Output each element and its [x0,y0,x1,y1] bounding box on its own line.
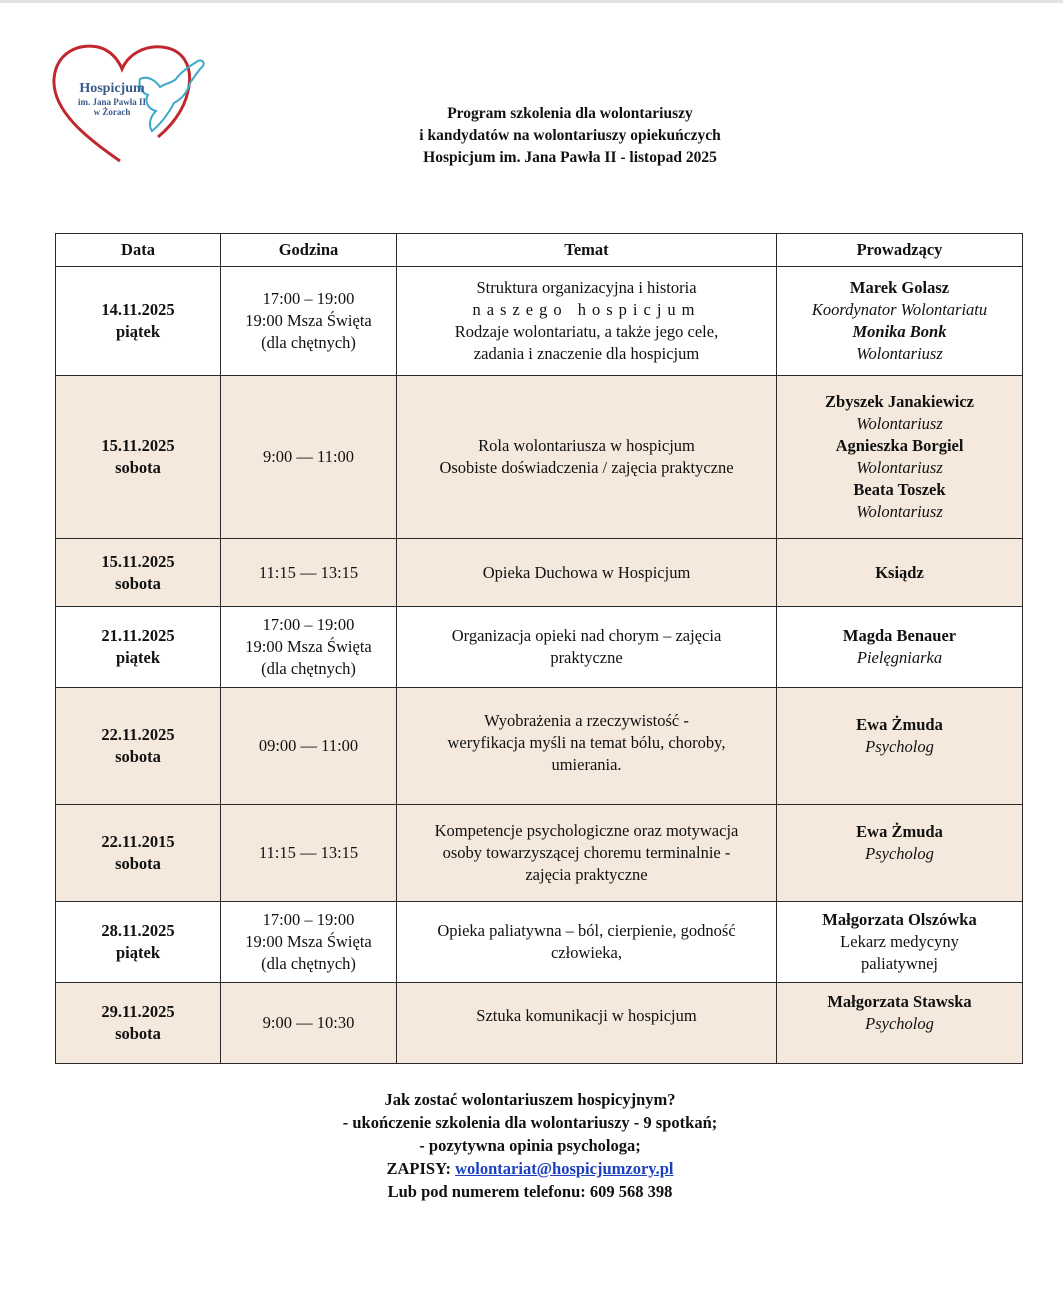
topic-line: Sztuka komunikacji w hospicjum [476,1006,697,1025]
header-time: Godzina [221,234,397,267]
time: 17:00 – 19:00 [262,615,355,634]
leader-name: Marek Golasz [849,278,950,297]
volunteer-question: Jak zostać wolontariuszem hospicyjnym? [384,1090,676,1109]
time: 17:00 – 19:00 [262,289,355,308]
leader-role: Koordynator Wolontariatu [811,300,988,319]
topic-cell [397,539,777,607]
weekday: piątek [115,943,160,962]
leader-role: Psycholog [865,737,934,756]
leader-cell [777,805,1023,902]
logo-line-1: Hospicjum [79,81,145,96]
table-row [56,688,1023,805]
table-header-row [56,234,1023,267]
topic-cell [397,805,777,902]
table-row [56,539,1023,607]
date: 22.11.2025 [101,725,175,744]
leader-role: Psycholog [865,1014,934,1033]
topic-line: Rola wolontariusza w hospicjum [478,436,695,455]
topic-line: weryfikacja myśli na temat bólu, choroby, [447,733,726,752]
date-cell [56,267,221,376]
time: 11:15 — 13:15 [258,843,359,862]
leader-role: Wolontariusz [856,414,943,433]
date-cell [56,805,221,902]
leader-name: Małgorzata Stawska [827,992,972,1011]
leader-name: Ewa Żmuda [856,822,943,841]
volunteer-info [240,1088,820,1203]
topic-line: człowieka, [550,943,622,962]
topic-line: Opieka paliatywna – ból, cierpienie, godność [437,921,736,940]
hospice-logo [48,39,213,167]
leader-role: paliatywnej [861,954,938,973]
time: 9:00 — 11:00 [262,447,355,466]
optional-note: (dla chętnych) [261,954,356,973]
phone-line: Lub pod numerem telefonu: 609 568 398 [387,1182,673,1201]
signup-label: ZAPISY: [386,1159,456,1178]
topic-line: Osobiste doświadczenia / zajęcia praktyczne [439,458,734,477]
time: 11:15 — 13:15 [258,562,359,582]
optional-note: (dla chętnych) [261,333,356,352]
leader-role: Lekarz medycyny [840,932,959,951]
date-cell [56,983,221,1064]
logo-line-2: im. Jana Pawła II [77,97,146,108]
signup-line [240,1157,820,1180]
mass-note: 19:00 Msza Święta [245,311,372,330]
leader-name: Małgorzata Olszówka [822,910,977,929]
date-cell [56,607,221,688]
time: 9:00 — 10:30 [262,1013,355,1032]
time-cell [221,376,397,539]
leader-role: Wolontariusz [856,344,943,363]
topic-line: osoby towarzyszącej choremu terminalnie - [442,843,731,862]
header-leader: Prowadzący [777,234,1023,267]
topic-cell [397,983,777,1064]
header-topic: Temat [397,234,777,267]
logo-line-3: w Żorach [93,107,131,118]
leader-name: Ksiądz [875,562,924,582]
date: 15.11.2025 [101,551,175,571]
topic-cell [397,376,777,539]
leader-name: Zbyszek Janakiewicz [825,392,974,411]
topic-cell [397,902,777,983]
signup-email-link[interactable]: wolontariat@hospicjumzory.pl [455,1159,674,1178]
leader-name: Monika Bonk [852,322,947,341]
time-cell [221,539,397,607]
topic-line: naszego hospicjum [472,300,701,319]
table-row [56,902,1023,983]
mass-note: 19:00 Msza Święta [245,637,372,656]
date: 28.11.2025 [101,921,175,940]
leader-role: Psycholog [865,844,934,863]
date: 15.11.2025 [101,436,175,455]
topic-line: Wyobrażenia a rzeczywistość - [484,711,689,730]
time-cell [221,688,397,805]
leader-name: Ewa Żmuda [856,715,943,734]
document-title [300,103,840,169]
leader-cell [777,539,1023,607]
topic-line: umierania. [551,755,622,774]
requirement-psychologist: - pozytywna opinia psychologa; [419,1136,641,1155]
weekday: sobota [115,458,161,477]
logo-text [58,81,166,118]
time: 17:00 – 19:00 [262,910,355,929]
weekday: piątek [115,648,160,667]
leader-name: Beata Toszek [853,480,946,499]
date-cell [56,376,221,539]
topic-line: zajęcia praktyczne [525,865,648,884]
time-cell [221,607,397,688]
weekday: sobota [115,1024,161,1043]
table-row [56,267,1023,376]
topic-line: praktyczne [550,648,623,667]
time-cell [221,805,397,902]
date: 29.11.2025 [101,1002,175,1021]
topic-line: Opieka Duchowa w Hospicjum [482,562,691,582]
topic-cell [397,688,777,805]
header-date: Data [56,234,221,267]
leader-role: Wolontariusz [856,458,943,477]
title-line-1: Program szkolenia dla wolontariuszy [447,105,693,122]
weekday: sobota [115,854,161,873]
date-cell [56,688,221,805]
time-cell [221,983,397,1064]
date-cell [56,902,221,983]
weekday: sobota [115,747,161,766]
weekday: sobota [115,573,161,593]
date: 14.11.2025 [101,300,175,319]
table-row [56,983,1023,1064]
leader-cell [777,902,1023,983]
leader-cell [777,607,1023,688]
table-row [56,376,1023,539]
time: 09:00 — 11:00 [258,736,359,755]
topic-line: Struktura organizacyjna i historia [476,278,697,297]
leader-name: Magda Benauer [842,626,957,645]
leader-cell [777,267,1023,376]
topic-cell [397,607,777,688]
schedule-table [55,233,1023,1064]
date: 21.11.2025 [101,626,175,645]
leader-role: Pielęgniarka [856,648,943,667]
mass-note: 19:00 Msza Święta [245,932,372,951]
table-row [56,805,1023,902]
time-cell [221,267,397,376]
topic-line: Organizacja opieki nad chorym – zajęcia [451,626,722,645]
title-line-3: Hospicjum im. Jana Pawła II - listopad 2025 [423,149,717,166]
topic-line: zadania i znaczenie dla hospicjum [473,344,700,363]
weekday: piątek [115,322,160,341]
leader-role: Wolontariusz [856,502,943,521]
leader-cell [777,983,1023,1064]
date: 22.11.2015 [101,832,175,851]
topic-line: Kompetencje psychologiczne oraz motywacja [434,821,739,840]
table-row [56,607,1023,688]
requirement-training: - ukończenie szkolenia dla wolontariuszy - 9 spotkań; [342,1113,718,1132]
time-cell [221,902,397,983]
leader-cell [777,376,1023,539]
title-line-2: i kandydatów na wolontariuszy opiekuńczych [419,127,721,144]
optional-note: (dla chętnych) [261,659,356,678]
leader-name: Agnieszka Borgiel [835,436,964,455]
topic-line: Rodzaje wolontariatu, a także jego cele, [454,322,719,341]
date-cell [56,539,221,607]
leader-cell [777,688,1023,805]
topic-cell [397,267,777,376]
